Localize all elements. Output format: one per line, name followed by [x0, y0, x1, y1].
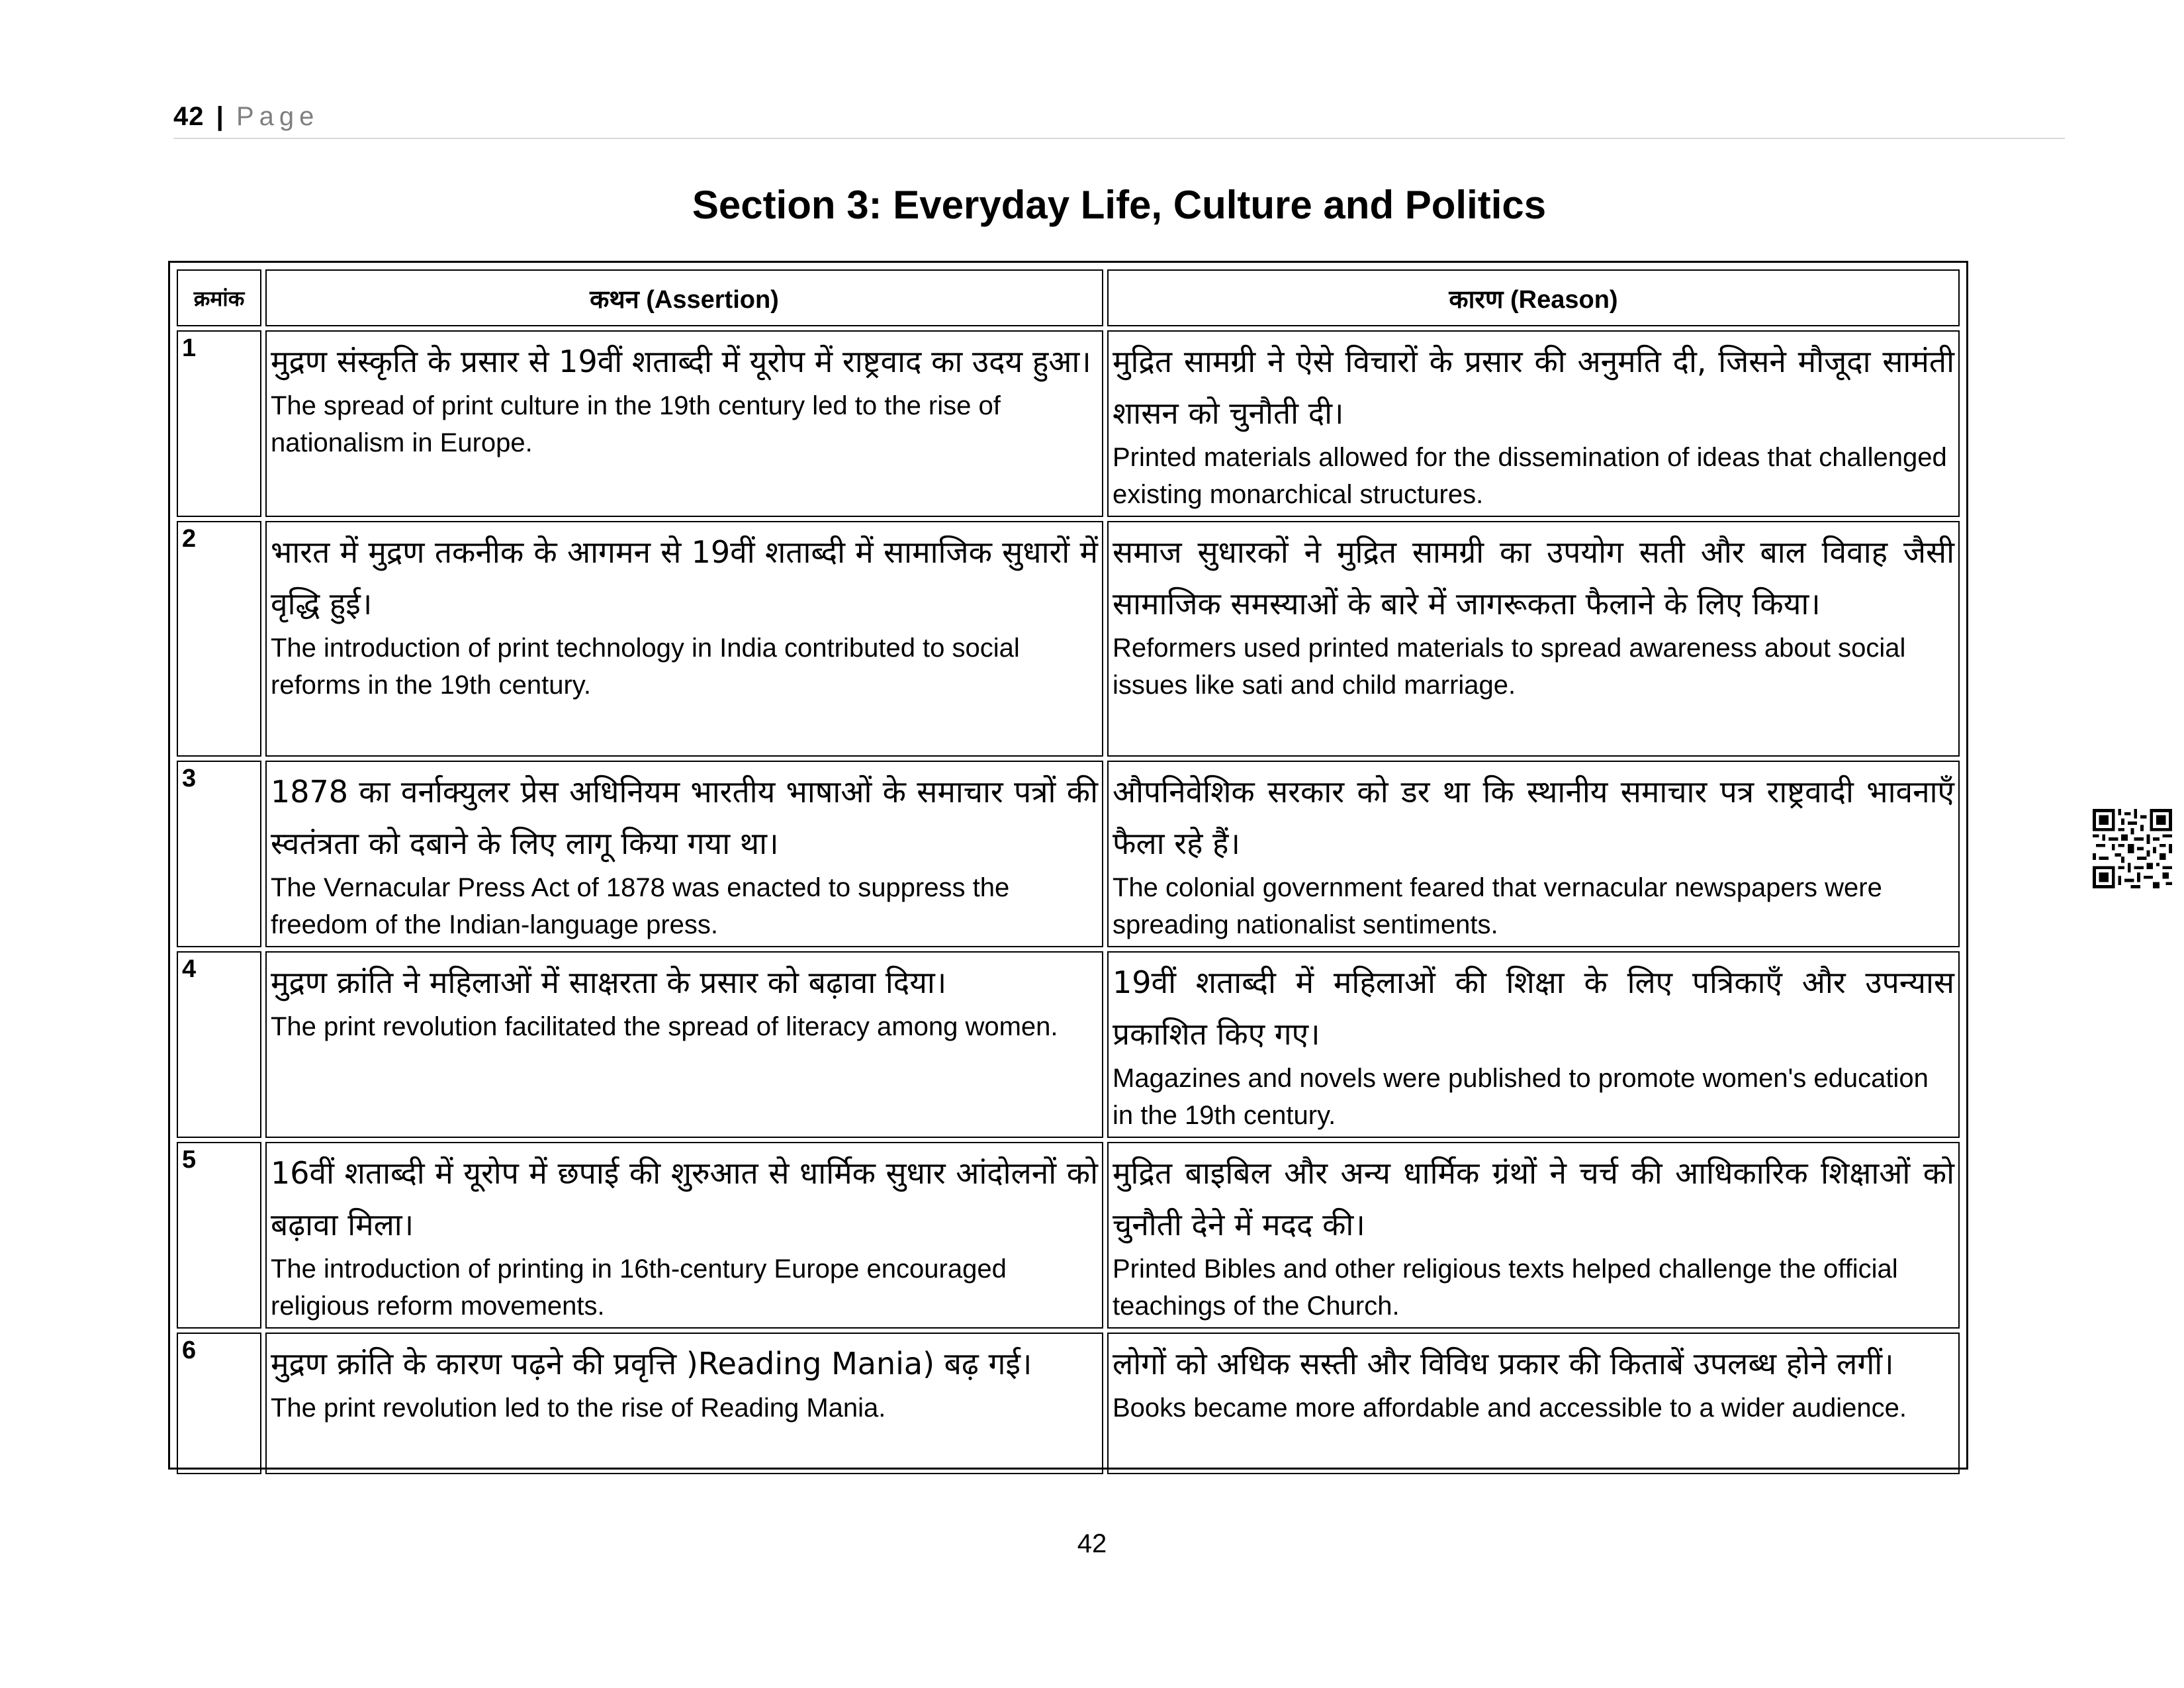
assertion-english: The introduction of printing in 16th-century Europe encouraged religious reform movements.	[271, 1254, 1007, 1321]
reason-hindi: मुद्रित बाइबिल और अन्य धार्मिक ग्रंथों ने चर्च की आधिकारिक शिक्षाओं को चुनौती देने में मदद की।	[1113, 1155, 1954, 1243]
qr-code-icon	[2093, 809, 2172, 888]
reason-english: Books became more affordable and accessible to a wider audience.	[1113, 1393, 1907, 1423]
header-serial-number: क्रमांक	[177, 269, 261, 326]
assertion-english: The Vernacular Press Act of 1878 was enacted to suppress the freedom of the Indian-language press.	[271, 873, 1010, 939]
assertion-cell	[265, 521, 1103, 757]
row-number: 2	[177, 521, 261, 757]
reason-cell	[1107, 951, 1960, 1138]
reason-hindi: 19वीं शताब्दी में महिलाओं की शिक्षा के लिए पत्रिकाएँ और उपन्यास प्रकाशित किए गए।	[1113, 964, 1954, 1052]
table-header-row	[177, 269, 1960, 326]
reason-cell	[1107, 1333, 1960, 1474]
assertion-hindi: मुद्रण संस्कृति के प्रसार से 19वीं शताब्दी में यूरोप में राष्ट्रवाद का उदय हुआ।	[271, 344, 1091, 379]
reason-cell	[1107, 761, 1960, 947]
assertion-cell	[265, 761, 1103, 947]
footer-page-number: 42	[1077, 1529, 1107, 1558]
reason-english: Reformers used printed materials to spread awareness about social issues like sati and child marriage.	[1113, 633, 1906, 700]
assertion-cell	[265, 1333, 1103, 1474]
reason-cell	[1107, 1142, 1960, 1329]
header-assertion: कथन (Assertion)	[265, 269, 1103, 326]
assertion-english: The introduction of print technology in India contributed to social reforms in the 19th century.	[271, 633, 1020, 700]
assertion-hindi: मुद्रण क्रांति के कारण पढ़ने की प्रवृत्ति )Reading Mania) बढ़ गई।	[271, 1346, 1032, 1382]
reason-hindi: समाज सुधारकों ने मुद्रित सामग्री का उपयोग सती और बाल विवाह जैसी सामाजिक समस्याओं के बारे में जागरूकता फैलाने के लिए किया।	[1113, 534, 1954, 622]
reason-cell	[1107, 330, 1960, 517]
assertion-english: The print revolution facilitated the spread of literacy among women.	[271, 1012, 1058, 1041]
assertion-cell	[265, 330, 1103, 517]
assertion-hindi: 1878 का वर्नाक्युलर प्रेस अधिनियम भारतीय भाषाओं के समाचार पत्रों की स्वतंत्रता को दबाने के लिए लागू किया गया था।	[271, 774, 1098, 861]
reason-english: Magazines and novels were published to promote women's education in the 19th century.	[1113, 1064, 1929, 1130]
header-divider	[173, 138, 2065, 139]
page-header	[173, 98, 319, 135]
header-page-number: 42	[173, 102, 205, 131]
reason-hindi: मुद्रित सामग्री ने ऐसे विचारों के प्रसार की अनुमति दी, जिसने मौजूदा सामंती शासन को चुनौती दी।	[1113, 344, 1954, 431]
assertion-cell	[265, 951, 1103, 1138]
header-reason: कारण (Reason)	[1107, 269, 1960, 326]
reason-cell	[1107, 521, 1960, 757]
reason-english: Printed materials allowed for the dissemination of ideas that challenged existing monarchical structures.	[1113, 443, 1947, 509]
row-number: 5	[177, 1142, 261, 1329]
table-row	[177, 1333, 1960, 1474]
table-row	[177, 951, 1960, 1138]
table-row	[177, 330, 1960, 517]
assertion-reason-table-frame	[168, 261, 1968, 1470]
row-number: 3	[177, 761, 261, 947]
row-number: 4	[177, 951, 261, 1138]
table-row	[177, 521, 1960, 757]
assertion-english: The print revolution led to the rise of Reading Mania.	[271, 1393, 886, 1423]
reason-hindi: लोगों को अधिक सस्ती और विविध प्रकार की किताबें उपलब्ध होने लगीं।	[1113, 1346, 1894, 1382]
assertion-hindi: भारत में मुद्रण तकनीक के आगमन से 19वीं शताब्दी में सामाजिक सुधारों में वृद्धि हुई।	[271, 534, 1098, 622]
table-row	[177, 761, 1960, 947]
assertion-hindi: 16वीं शताब्दी में यूरोप में छपाई की शुरुआत से धार्मिक सुधार आंदोलनों को बढ़ावा मिला।	[271, 1155, 1098, 1243]
assertion-cell	[265, 1142, 1103, 1329]
assertion-hindi: मुद्रण क्रांति ने महिलाओं में साक्षरता के प्रसार को बढ़ावा दिया।	[271, 964, 947, 1000]
row-number: 6	[177, 1333, 261, 1474]
section-title: Section 3: Everyday Life, Culture and Politics	[692, 183, 1547, 227]
header-separator: |	[216, 102, 224, 131]
assertion-english: The spread of print culture in the 19th century led to the rise of nationalism in Europe.	[271, 391, 1001, 457]
reason-english: Printed Bibles and other religious texts helped challenge the official teachings of the Church.	[1113, 1254, 1898, 1321]
row-number: 1	[177, 330, 261, 517]
assertion-reason-table	[173, 265, 1964, 1478]
reason-english: The colonial government feared that vernacular newspapers were spreading nationalist sentiments.	[1113, 873, 1882, 939]
header-page-label: Page	[236, 102, 320, 131]
table-row	[177, 1142, 1960, 1329]
reason-hindi: औपनिवेशिक सरकार को डर था कि स्थानीय समाचार पत्र राष्ट्रवादी भावनाएँ फैला रहे हैं।	[1113, 774, 1954, 861]
